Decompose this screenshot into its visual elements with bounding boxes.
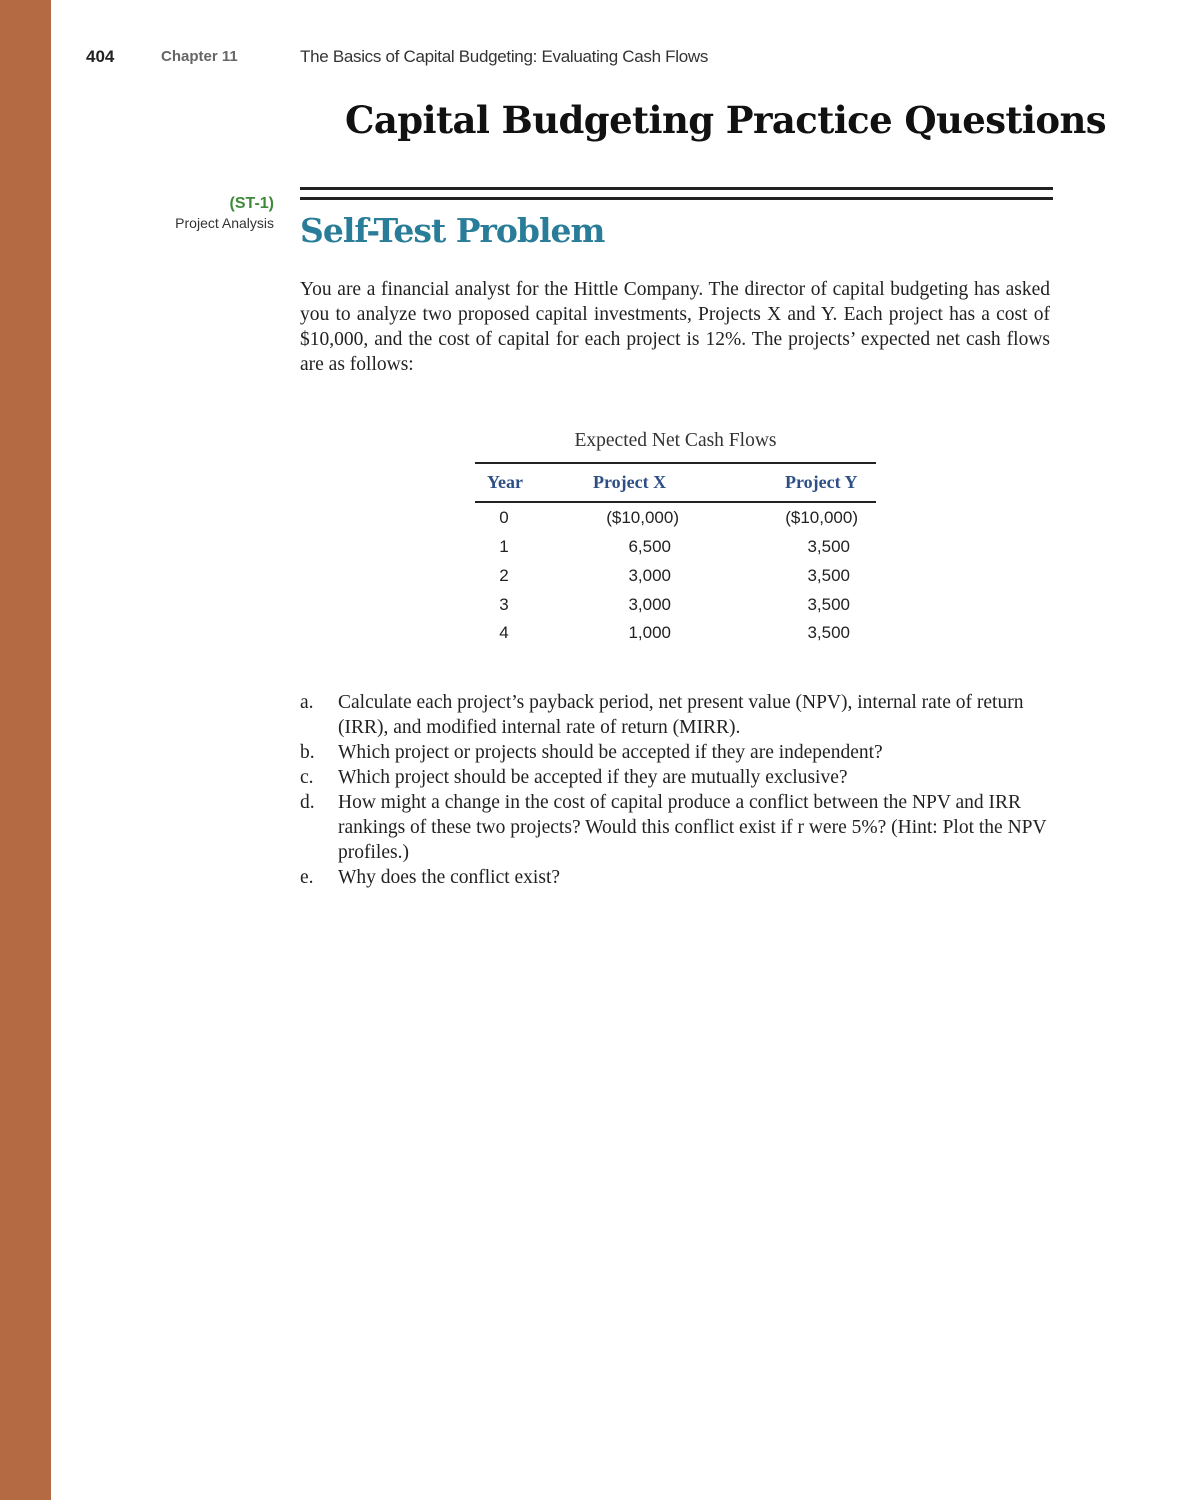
cell-year: 3	[499, 595, 509, 614]
table-row	[475, 623, 876, 651]
question-text: Calculate each project’s payback period, net present value (NPV), internal rate of return (IRR), and modified internal rate of return (MIRR).	[338, 692, 1024, 738]
page-title: Capital Budgeting Practice Questions	[345, 98, 1106, 142]
cell-year: 4	[499, 623, 509, 642]
table-row	[475, 508, 876, 536]
question-item	[300, 740, 1055, 765]
column-header-project-y: Project Y	[785, 472, 858, 492]
question-letter: a.	[300, 692, 314, 713]
question-letter: d.	[300, 792, 315, 813]
divider-rule-bottom	[300, 197, 1053, 200]
margin-note	[175, 195, 274, 231]
cell-project-y: ($10,000)	[785, 508, 858, 527]
question-text: Which project or projects should be accepted if they are independent?	[338, 742, 883, 763]
section-title: Self-Test Problem	[300, 211, 605, 250]
question-letter: e.	[300, 867, 314, 888]
question-item	[300, 690, 1055, 740]
cell-project-y: 3,500	[807, 623, 850, 642]
question-item	[300, 790, 1055, 865]
question-letter: b.	[300, 742, 315, 763]
problem-label: (ST-1)	[229, 195, 274, 212]
cell-year: 0	[499, 508, 509, 527]
column-header-year: Year	[487, 472, 523, 492]
cell-project-x: 3,000	[628, 566, 671, 585]
cell-project-x: 3,000	[628, 595, 671, 614]
table-row	[475, 537, 876, 565]
cell-year: 2	[499, 566, 509, 585]
cell-project-y: 3,500	[807, 537, 850, 556]
chapter-label: Chapter 11	[161, 48, 238, 65]
cell-project-x: ($10,000)	[606, 508, 679, 527]
cell-project-y: 3,500	[807, 566, 850, 585]
question-list	[300, 690, 1055, 890]
table-row	[475, 595, 876, 623]
table-caption: Expected Net Cash Flows	[574, 430, 777, 451]
cell-project-y: 3,500	[807, 595, 850, 614]
question-text: Which project should be accepted if they are mutually exclusive?	[338, 767, 848, 788]
page-number: 404	[86, 47, 115, 66]
problem-intro: You are a financial analyst for the Hittle Company. The director of capital budgeting has asked you to analyze two proposed capital investments, Projects X and Y. Each project has a cost of $10,000, and the cost of capital for each project is 12%. The projects’ expected net cash flows are as follows:	[300, 279, 1050, 375]
problem-topic: Project Analysis	[175, 215, 274, 231]
question-item	[300, 865, 1055, 890]
cell-project-x: 1,000	[628, 623, 671, 642]
table-top-rule	[475, 462, 876, 464]
running-header	[0, 47, 1200, 71]
question-item	[300, 765, 1055, 790]
table-row	[475, 566, 876, 594]
divider-rule-top	[300, 187, 1053, 190]
table-header-rule	[475, 501, 876, 503]
column-header-project-x: Project X	[593, 472, 667, 492]
question-text: How might a change in the cost of capital produce a conflict between the NPV and IRR rankings of these two projects? Would this conflict exist if r were 5%? (Hint: Plot the NPV profiles.)	[338, 792, 1047, 863]
cell-year: 1	[499, 537, 509, 556]
page-edge-band	[0, 0, 51, 1500]
question-letter: c.	[300, 767, 314, 788]
chapter-title: The Basics of Capital Budgeting: Evaluating Cash Flows	[300, 47, 709, 66]
cell-project-x: 6,500	[628, 537, 671, 556]
question-text: Why does the conflict exist?	[338, 867, 561, 888]
